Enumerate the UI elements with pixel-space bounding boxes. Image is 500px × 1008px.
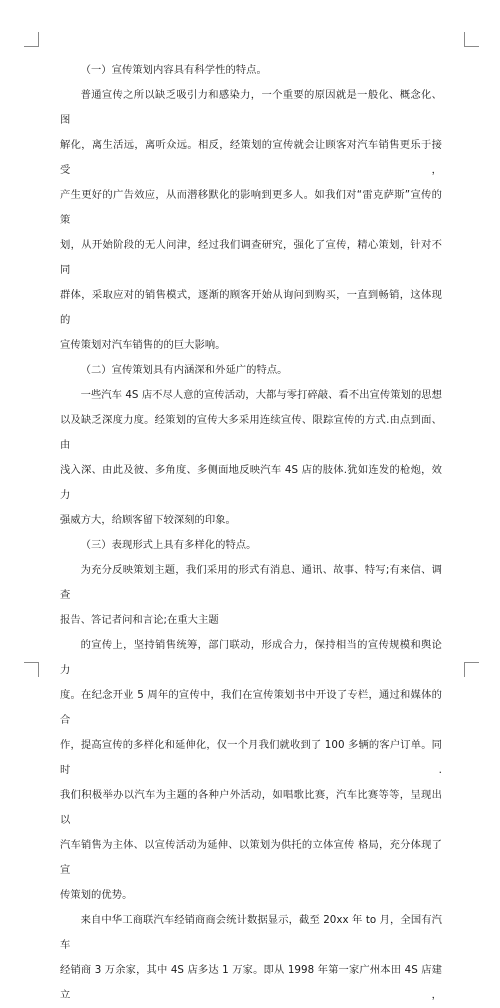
text-line: 浅入深、由此及彼、多角度、多侧面地反映汽车 4S 店的肢体.犹如连发的枪炮，效力 [60,464,442,501]
text-line: 强威方大，给顾客留下较深刻的印象。 [60,514,236,526]
text-line: 产生更好的广告效应，从而潜移默化的影响到更多人。如我们对“雷克萨斯”宣传的策 [60,189,442,226]
text-line: 经销商 3 万余家，其中 4S 店多达 1 万家。即从 1998 年第一家广州本田 4S 店建立， [60,964,442,1001]
text-line: 度。在纪念开业 5 周年的宣传中，我们在宣传策划书中开设了专栏，通过和媒体的合 [60,689,442,726]
text-line: 解化，离生活远，离听众远。相反，经策划的宣传就会让顾客对汽车销售更乐于接受， [60,139,442,176]
heading-1: （一）宣传策划内容具有科学性的特点。 [80,64,267,76]
text-line: 划，从开始阶段的无人问津，经过我们调查研究，强化了宣传，精心策划，针对不同 [60,239,442,276]
document-body [60,58,442,1008]
text-line: 传策划的优势。 [60,889,133,901]
heading-3: （三）表现形式上具有多样化的特点。 [80,539,257,551]
crop-mark-top-left [24,32,39,47]
text-line: 我们积极举办以汽车为主题的各种户外活动，如唱歌比赛，汽车比赛等等，呈现出以 [60,789,442,826]
text-line: 报告、答记者问和言论;在重大主题 [60,614,219,626]
heading-2: （二）宣传策划具有内涵深和外延广的特点。 [80,364,288,376]
text-line: 来自中华工商联汽车经销商商会统计数据显示，截至 20xx 年 to 月，全国有汽车 [60,914,442,951]
text-line: 为充分反映策划主题，我们采用的形式有消息、通讯、故事、特写;有来信、调查 [60,564,442,601]
text-line: 作，提高宣传的多样化和延伸化，仅一个月我们就收到了 100 多辆的客户订单。同时. [60,739,442,776]
text-line: 普通宣传之所以缺乏吸引力和感染力，一个重要的原因就是一般化、概念化、图 [60,89,442,126]
crop-mark-top-right [464,32,479,47]
crop-mark-bottom-right [464,662,479,677]
text-line: 以及缺乏深度力度。经策划的宣传大多采用连续宣传、限踪宣传的方式.由点到面、由 [60,414,442,451]
text-line: 汽车销售为主体、以宣传活动为延伸、以策划为供托的立体宣传 格局，充分体现了宣 [60,839,442,876]
text-line: 一些汽车 4S 店不尽人意的宣传活动，大都与零打碎敲、看不出宣传策划的思想 [80,389,442,401]
text-line: 群体，采取应对的销售模式，逐渐的顾客开始从询问到购买，一直到畅销，这体现的 [60,289,442,326]
crop-mark-bottom-left [24,662,39,677]
text-line: 宣传策划对汽车销售的的巨大影响。 [60,339,226,351]
text-line: 的宣传上，坚持销售统筹，部门联动，形成合力，保持相当的宣传规模和舆论力 [60,639,442,676]
